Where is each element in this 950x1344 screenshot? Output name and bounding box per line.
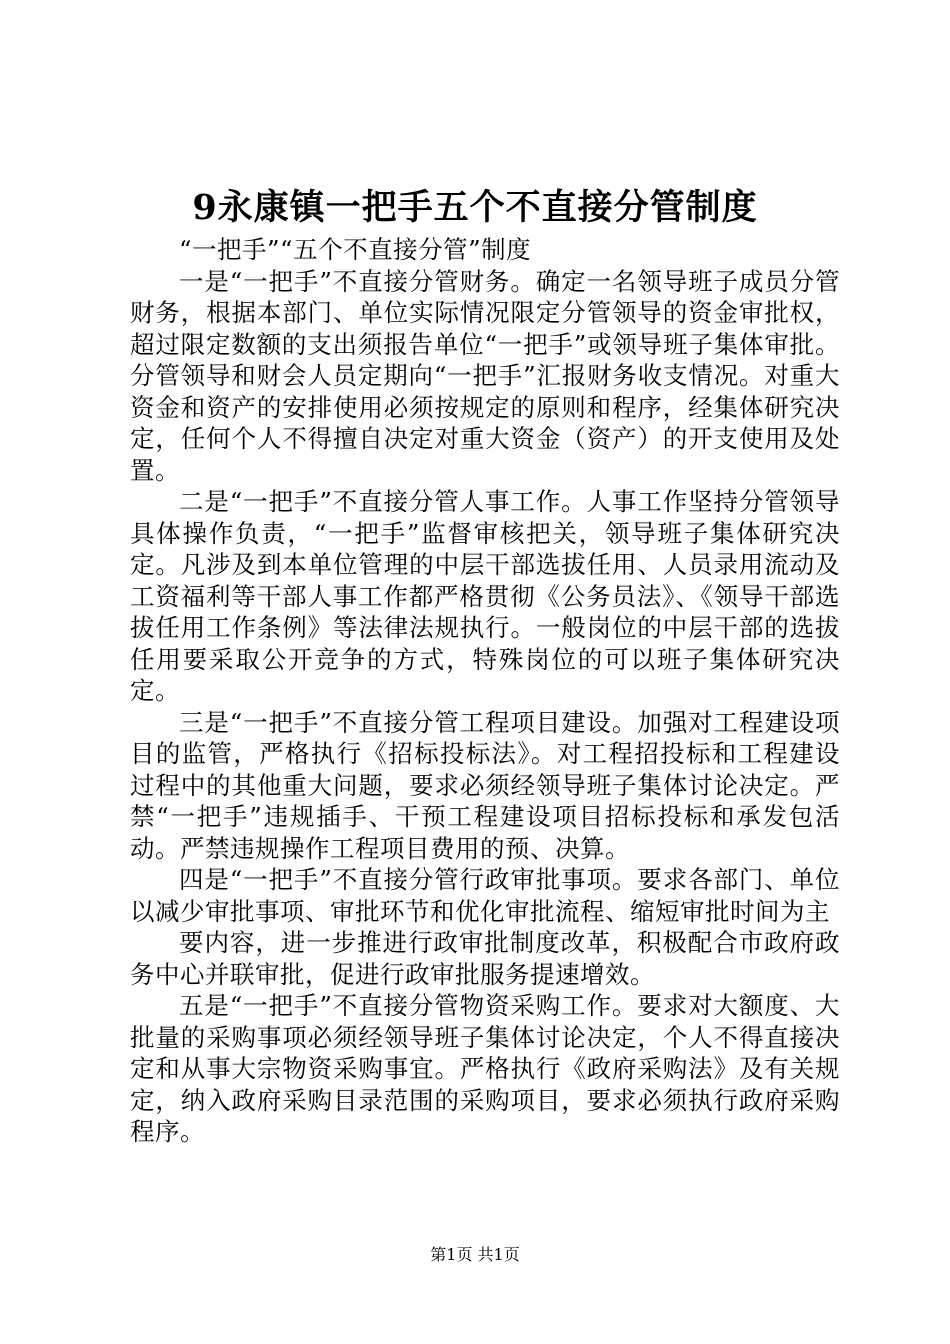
page-footer: 第1页 共1页 xyxy=(430,1245,520,1264)
paragraph-procurement: 五是“一把手”不直接分管物资采购工作。要求对大额度、大批量的采购事项必须经领导班子集体讨论决定，个人不得直接决定和从事大宗物资采购事宜。严格执行《政府采购法》及有关规定，纳入政府采购目录范围的采购项目，要求必须执行政府采购程序。 xyxy=(130,991,840,1146)
document-title: 9永康镇一把手五个不直接分管制度 xyxy=(192,187,758,228)
paragraph-personnel: 二是“一把手”不直接分管人事工作。人事工作坚持分管领导具体操作负责，“一把手”监督审核把关，领导班子集体研究决定。凡涉及到本单位管理的中层干部选拔任用、人员录用流动及工资福利等干部人事工作都严格贯彻《公务员法》、《领导干部选拔任用工作条例》等法律法规执行。一般岗位的中层干部的选拔任用要采取公开竞争的方式，特殊岗位的可以班子集体研究决定。 xyxy=(130,487,840,705)
subtitle-paragraph: “一把手”“五个不直接分管”制度 xyxy=(179,235,532,264)
paragraph-approval-continued: 要内容，进一步推进行政审批制度改革，积极配合市政府政务中心并联审批，促进行政审批服务提速增效。 xyxy=(130,928,840,989)
paragraph-engineering: 三是“一把手”不直接分管工程项目建设。加强对工程建设项目的监管，严格执行《招标投标法》。对工程招投标和工程建设过程中的其他重大问题，要求必须经领导班子集体讨论决定。严禁“一把手”违规插手、干预工程建设项目招标投标和承发包活动。严禁违规操作工程项目费用的预、决算。 xyxy=(130,707,840,863)
paragraph-approval: 四是“一把手”不直接分管行政审批事项。要求各部门、单位以减少审批事项、审批环节和优化审批流程、缩短审批时间为主 xyxy=(130,865,840,926)
paragraph-finance: 一是“一把手”不直接分管财务。确定一名领导班子成员分管财务，根据本部门、单位实际情况限定分管领导的资金审批权，超过限定数额的支出须报告单位“一把手”或领导班子集体审批。分管领导和财会人员定期向“一把手”汇报财务收支情况。对重大资金和资产的安排使用必须按规定的原则和程序，经集体研究决定，任何个人不得擅自决定对重大资金（资产）的开支使用及处置。 xyxy=(130,266,840,485)
document-body xyxy=(130,234,840,1148)
